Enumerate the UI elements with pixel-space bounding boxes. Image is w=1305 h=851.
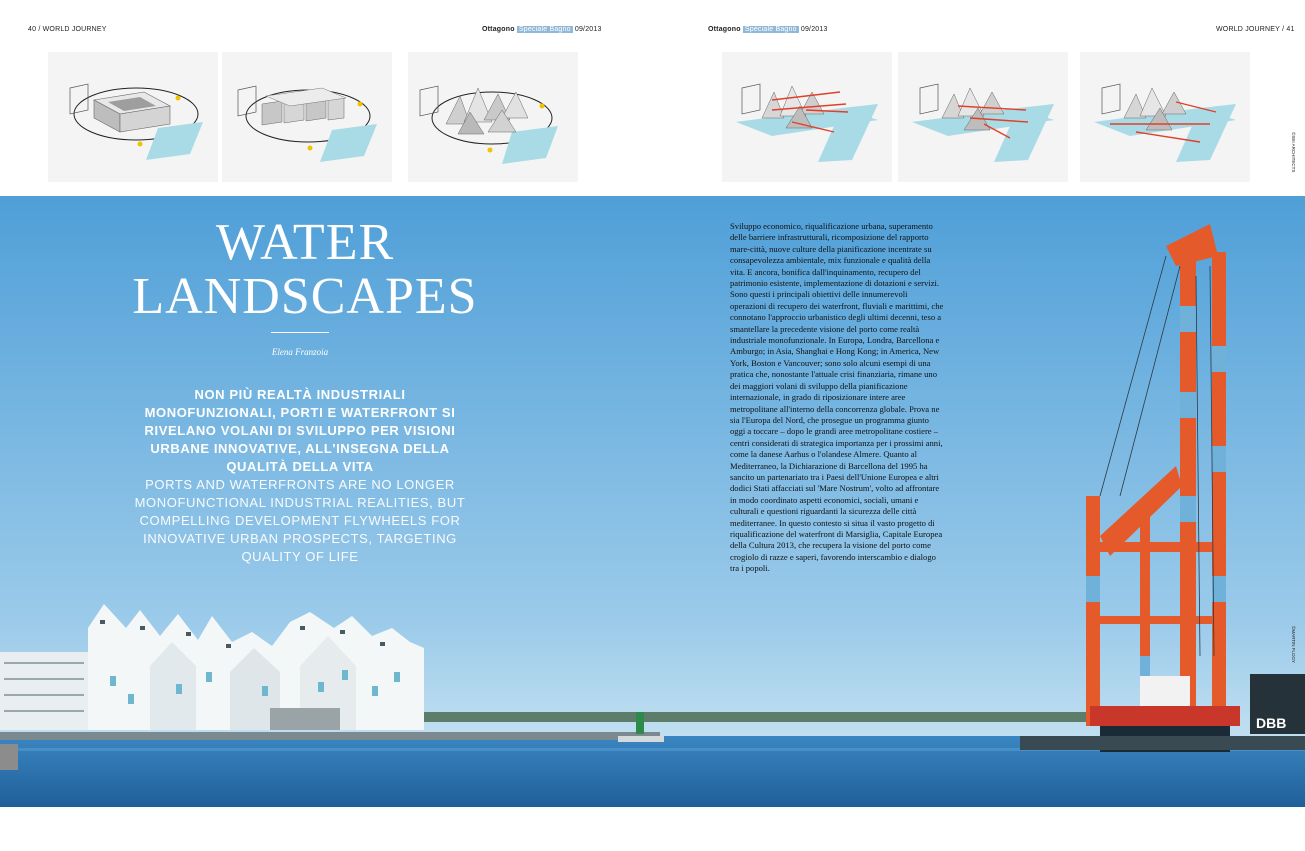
right-page-folio: WORLD JOURNEY / 41 [1216,26,1295,33]
diagram-radial-views [1080,52,1250,182]
issue-date: 09/2013 [800,26,828,33]
article-title [120,216,490,324]
diagram-credit: ©SEI ARCHITECTS [1291,132,1296,173]
lead-italian: NON PIÙ REALTÀ INDUSTRIALI MONOFUNZIONALI, PORTI E WATERFRONT SI RIVELANO VOLANI DI SVILUPPO PER VISIONI URBANE INNOVATIVE, ALL'INSEGNA DELLA QUALITÀ DELLA VITA [144,387,456,474]
section-tag: Speciale Bagno [518,26,571,33]
section-tag: Speciale Bagno [744,26,797,33]
right-header-brand [708,26,828,33]
diagram-peaked-blocks [408,52,578,182]
issue-date: 09/2013 [574,26,602,33]
left-page-folio: 40 / WORLD JOURNEY [28,26,107,33]
article-author: Elena Franzoia [271,347,329,357]
tug-lettering: DBB [1256,715,1287,731]
diagram-split-bars [222,52,392,182]
brand-name: Ottagono [708,26,741,33]
title-line-1: WATER [215,214,395,271]
brand-name: Ottagono [482,26,515,33]
diagram-courtyard-block [48,52,218,182]
article-lead [130,386,470,566]
title-rule [271,332,329,333]
diagram-sea-links [898,52,1068,182]
photo-credit: ©MARTIN FLOOY [1291,626,1296,663]
title-line-2: LANDSCAPES [132,268,478,325]
left-header-brand [482,26,602,33]
article-body: Sviluppo economico, riqualificazione urbana, superamento delle barriere infrastrutturali, ricomposizione del rapporto mare-città, nuove culture della pianificazione incentrate su consapevolezza ambientale, mix funzionale e qualità della vita. E ancora, bonifica dall'inquinamento, recupero del patrimonio esistente, implementazione di dotazioni e servizi. Sono questi i principali obiettivi delle innumerevoli operazioni di recupero dei waterfront, fluviali e marittimi, che connotano l'approccio urbanistico degli ultimi decenni, teso a smantellare la precedente visione del porto come realtà industriale monofunzionale. In Europa, Londra, Barcellona e Amburgo; in Asia, Shanghai e Hong Kong; in America, New York, Boston e Vancouver; sono solo alcuni esempi di una pratica che, nonostante l'attuale crisi finanziaria, rimane uno dei maggiori volani di sviluppo della pianificazione internazionale, in grado di riposizionare intere aree metropolitane all'interno della concorrenza globale. Prova ne sia l'Europa del Nord, che prosegue un programma giunto oggi a toccare – dopo le grandi aree metropolitane costiere – centri considerati di strategica importanza per i prossimi anni, come la danese Aarhus o l'olandese Almere. Quanto al Mediterraneo, la Dichiarazione di Barcellona del 1995 ha sancito un partenariato tra i Paesi dell'Unione Europea e altri dodici Stati affacciati sul 'Mare Nostrum', volto ad affrontare in modo coordinato aspetti economici, sociali, umani e culturali e questioni riguardanti la sicurezza delle città mediterranee. In questo contesto si situa il vasto progetto di riqualificazione del waterfront di Marsiglia, Capitale Europea della Cultura 2013, che recupera la visione del porto come crogiolo di razze e saperi, favorendo interscambio e dialogo tra i popoli. [730,221,944,574]
lead-english: PORTS AND WATERFRONTS ARE NO LONGER MONOFUNCTIONAL INDUSTRIAL REALITIES, BUT COMPELLING DEVELOPMENT FLYWHEELS FOR INNOVATIVE URBAN PROSPECTS, TARGETING QUALITY OF LIFE [134,477,466,564]
diagram-view-corridors [722,52,892,182]
